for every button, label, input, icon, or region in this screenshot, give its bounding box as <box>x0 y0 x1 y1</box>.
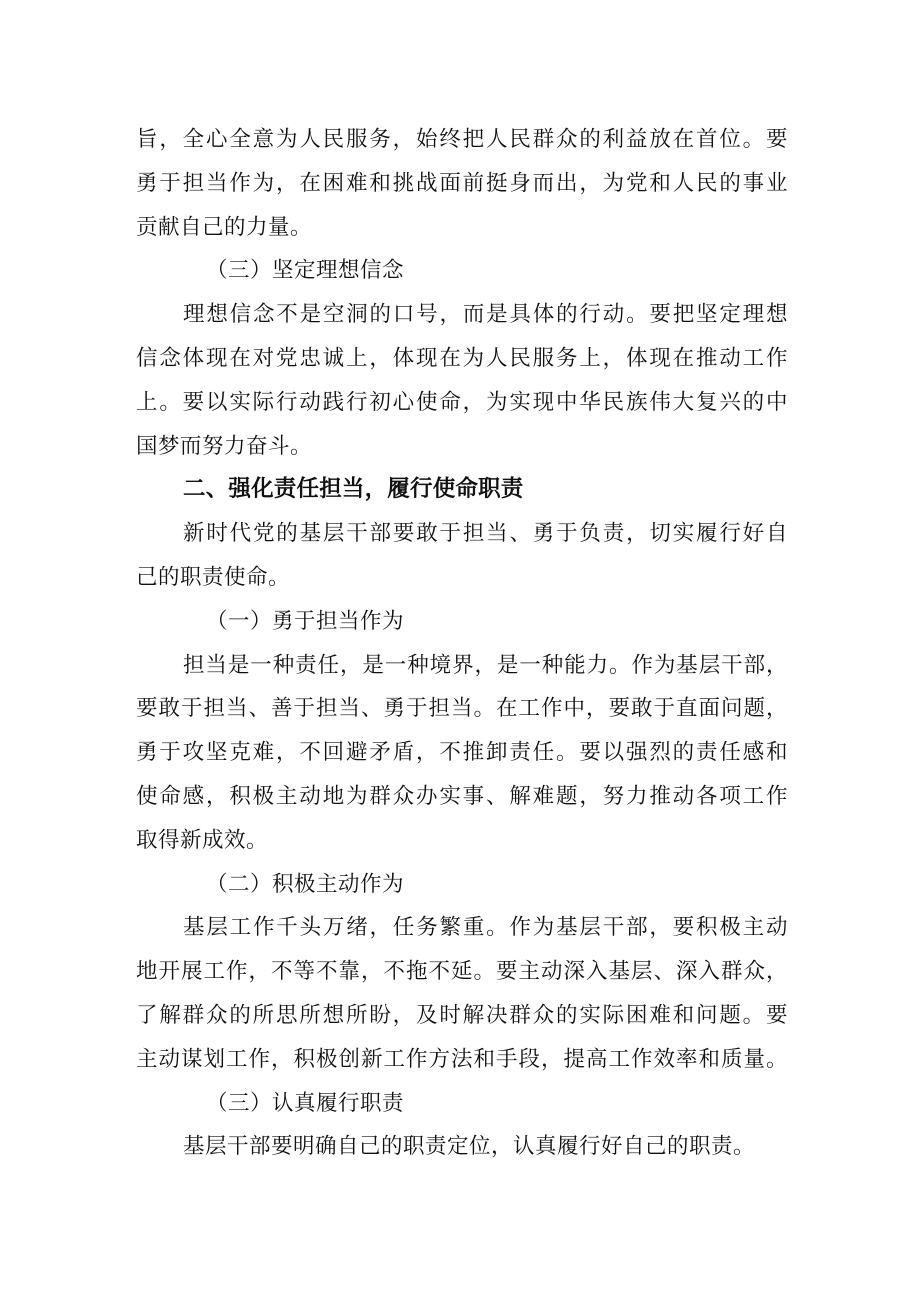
section-heading: 二、强化责任担当，履行使命职责 <box>183 476 524 503</box>
paragraph-line: 国梦而努力奋斗。 <box>136 433 313 459</box>
paragraph-line: 信念体现在对党忠诚上，体现在为人民服务上，体现在推动工作 <box>136 345 788 371</box>
paragraph-line: 基层工作千头万绪，任务繁重。作为基层干部，要积极主动 <box>183 915 788 941</box>
paragraph-line: 新时代党的基层干部要敢于担当、勇于负责，切实履行好自 <box>183 521 788 547</box>
paragraph-line: 己的职责使命。 <box>136 564 291 590</box>
document-body <box>136 118 788 1169</box>
paragraph-line: 理想信念不是空洞的口号，而是具体的行动。要把坚定理想 <box>183 302 788 328</box>
subsection-heading: （一）勇于担当作为 <box>206 608 405 634</box>
paragraph-line: 主动谋划工作，积极创新工作方法和手段，提高工作效率和质量。 <box>136 1046 788 1072</box>
paragraph-line: 勇于担当作为，在困难和挑战面前挺身而出，为党和人民的事业 <box>136 170 788 196</box>
paragraph-line: 取得新成效。 <box>136 827 269 853</box>
paragraph-line: 基层干部要明确自己的职责定位，认真履行好自己的职责。 <box>183 1134 756 1160</box>
paragraph-line: 要敢于担当、善于担当、勇于担当。在工作中，要敢于直面问题， <box>136 696 788 722</box>
paragraph-line: 地开展工作，不等不靠，不拖不延。要主动深入基层、深入群众， <box>136 959 788 985</box>
paragraph-line: 旨，全心全意为人民服务，始终把人民群众的利益放在首位。要 <box>136 127 788 152</box>
subsection-heading: （二）积极主动作为 <box>206 871 405 897</box>
paragraph-line: 担当是一种责任，是一种境界，是一种能力。作为基层干部， <box>183 652 788 678</box>
paragraph-line: 勇于攻坚克难，不回避矛盾，不推卸责任。要以强烈的责任感和 <box>136 740 788 766</box>
paragraph-line: 上。要以实际行动践行初心使命，为实现中华民族伟大复兴的中 <box>136 389 788 415</box>
paragraph-line: 贡献自己的力量。 <box>136 214 313 240</box>
paragraph-line: 使命感，积极主动地为群众办实事、解难题，努力推动各项工作 <box>136 783 788 809</box>
paragraph-line: 了解群众的所思所想所盼，及时解决群众的实际困难和问题。要 <box>136 1002 788 1028</box>
subsection-heading: （三）认真履行职责 <box>206 1090 405 1116</box>
subsection-heading: （三）坚定理想信念 <box>206 258 405 284</box>
